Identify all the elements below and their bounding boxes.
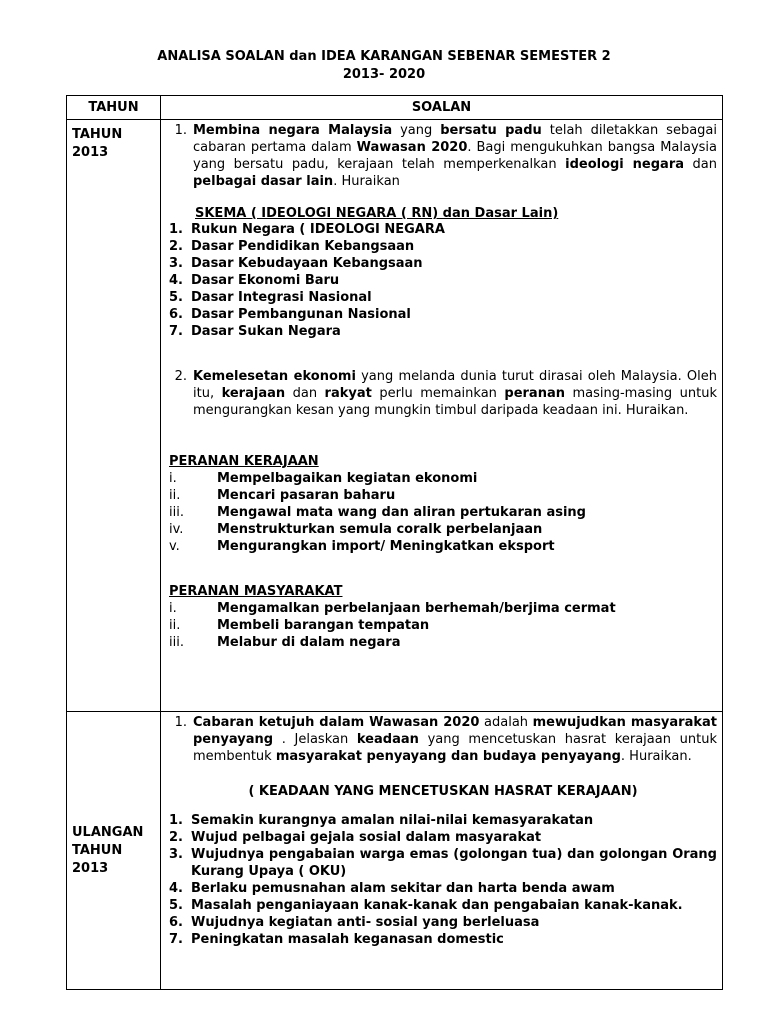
- list-item: ii. Mencari pasaran baharu: [169, 488, 396, 503]
- list-item: 6. Dasar Pembangunan Nasional: [169, 307, 411, 322]
- question-text: Membina negara Malaysia yang bersatu padu telah diletakkan sebagai cabaran pertama dalam Wawasan 2020. Bagi mengukuhkan bangsa Malaysia yang bersatu padu, kerajaan telah memperkenalkan ideologi negara dan pelbagai dasar lain. Huraikan: [193, 123, 718, 189]
- year-cell: [67, 712, 161, 990]
- list-item: 1. Semakin kurangnya amalan nilai-nilai kemasyarakatan: [169, 813, 594, 828]
- list-item: 7. Peningkatan masalah keganasan domestic: [169, 932, 504, 947]
- table-header-row: [67, 96, 723, 120]
- question-1: [169, 122, 717, 190]
- table-row: [67, 712, 723, 990]
- list-item: 2. Dasar Pendidikan Kebangsaan: [169, 239, 415, 254]
- list-item: iii. Melabur di dalam negara: [169, 635, 401, 650]
- header-tahun: TAHUN: [67, 96, 161, 120]
- kerajaan-list: [169, 470, 717, 555]
- list-item: 4. Berlaku pemusnahan alam sekitar dan harta benda awam: [169, 881, 615, 896]
- questions-table: [66, 95, 723, 990]
- list-item: 3. Wujudnya pengabaian warga emas (golongan tua) dan golongan Orang Kurang Upaya ( OKU): [169, 847, 717, 879]
- list-item: ii. Membeli barangan tempatan: [169, 618, 430, 633]
- list-item: i. Mempelbagaikan kegiatan ekonomi: [169, 471, 478, 486]
- list-item: 3. Dasar Kebudayaan Kebangsaan: [169, 256, 423, 271]
- section-heading: PERANAN KERAJAAN: [169, 454, 319, 469]
- document-subtitle: 2013- 2020: [342, 67, 426, 82]
- list-item: iv. Menstrukturkan semula coralk perbelanjaan: [169, 522, 543, 537]
- masyarakat-list: [169, 600, 717, 651]
- year-label: TAHUN: [72, 127, 123, 142]
- question-number: 2.: [174, 369, 187, 384]
- list-item: v. Mengurangkan import/ Meningkatkan eksport: [169, 539, 555, 554]
- year-value: 2013: [72, 860, 109, 876]
- skema-heading: SKEMA ( IDEOLOGI NEGARA ( RN) dan Dasar Lain): [195, 206, 559, 221]
- document-title: ANALISA SOALAN dan IDEA KARANGAN SEBENAR SEMESTER 2: [157, 49, 611, 64]
- question-text: Kemelesetan ekonomi yang melanda dunia turut dirasai oleh Malaysia. Oleh itu, kerajaan dan rakyat perlu memainkan peranan masing-masing untuk mengurangkan kesan yang mungkin timbul daripada keadaan ini. Huraikan.: [193, 369, 717, 418]
- list-item: 5. Masalah penganiayaan kanak-kanak dan pengabaian kanak-kanak.: [169, 898, 683, 913]
- peranan-masyarakat-section: [169, 583, 717, 651]
- keadaan-heading: ( KEADAAN YANG MENCETUSKAN HASRAT KERAJAAN): [248, 784, 638, 799]
- list-item: 1. Rukun Negara ( IDEOLOGI NEGARA: [169, 222, 445, 237]
- year-cell: [67, 120, 161, 712]
- list-item: iii. Mengawal mata wang dan aliran pertukaran asing: [169, 505, 586, 520]
- list-item: 6. Wujudnya kegiatan anti- sosial yang berleluasa: [169, 915, 540, 930]
- list-item: 7. Dasar Sukan Negara: [169, 324, 341, 339]
- question-number: 1.: [174, 123, 187, 138]
- year-label: TAHUN: [72, 842, 123, 858]
- question-cell: [161, 712, 723, 990]
- peranan-kerajaan-section: [169, 453, 717, 555]
- list-item: i. Mengamalkan perbelanjaan berhemah/berjima cermat: [169, 601, 616, 616]
- question-2: [169, 368, 717, 419]
- list-item: 2. Wujud pelbagai gejala sosial dalam masyarakat: [169, 830, 542, 845]
- question-cell: [161, 120, 723, 712]
- question-text: Cabaran ketujuh dalam Wawasan 2020 adalah mewujudkan masyarakat penyayang . Jelaskan keadaan yang mencetuskan hasrat kerajaan untuk membentuk masyarakat penyayang dan budaya penyayang. Huraikan.: [193, 715, 717, 764]
- section-heading: PERANAN MASYARAKAT: [169, 584, 343, 599]
- keadaan-list: [169, 812, 717, 948]
- year-label: ULANGAN: [72, 824, 144, 840]
- year-value: 2013: [72, 145, 109, 160]
- skema-list: [169, 221, 717, 340]
- list-item: 4. Dasar Ekonomi Baru: [169, 273, 340, 288]
- table-row: [67, 120, 723, 712]
- question-number: 1.: [174, 715, 187, 730]
- list-item: 5. Dasar Integrasi Nasional: [169, 290, 372, 305]
- header-soalan: SOALAN: [161, 96, 723, 120]
- question-1: [169, 714, 717, 765]
